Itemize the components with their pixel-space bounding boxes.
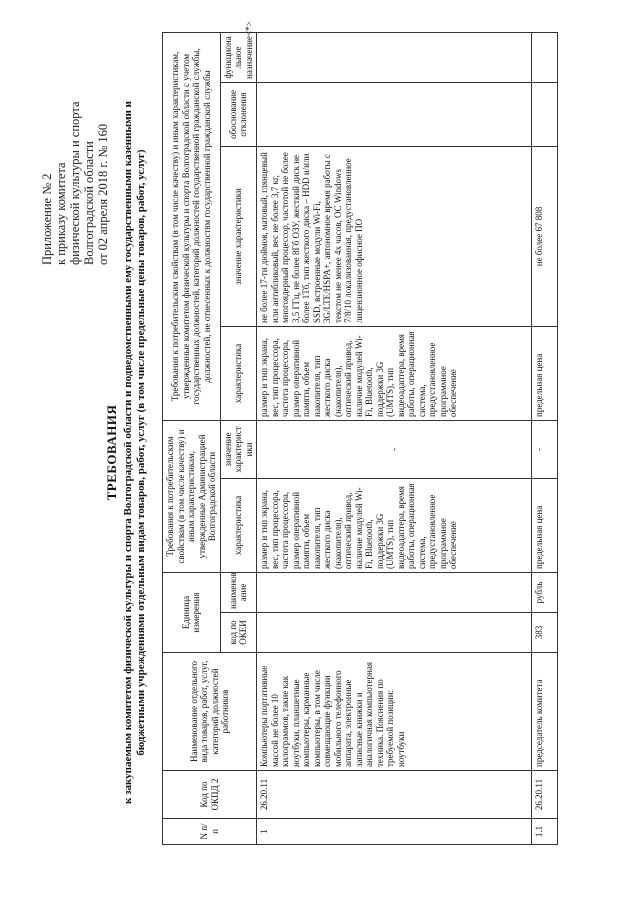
cell-committee-val: не более 17-ти дюймов, матовый, глянцевый или антибликовый, вес не более 3,7 кг, многоядерный процессор, частотой не более 3,5 ГГц, не более 8Гб ОЗУ, жесткий диск не более 1Тб, тип жесткого диска – HDD и/или SSD, встроенные модули Wi-Fi, 3G/LTE/HSPA+, автономное время работы с текстом не менее 4х часов, ОС Windows 7/8/10 локализованная, предустановленное лицензионное офисное ПО [257, 146, 532, 326]
cell-unit-code [257, 613, 532, 653]
appendix-line: к приказу комитета [54, 162, 68, 265]
appendix-line: Волгоградской области [82, 141, 96, 265]
appendix-line: от 02 апреля 2018 г. № 160 [96, 123, 110, 265]
cell-num: 1.1 [532, 819, 558, 845]
cell-name: Компьютеры портативные массой не более 10 килограммов, такие как ноутбуки, планшетные компьютеры, карманные компьютеры, в том числе совмещающие функции мобильного телефонного аппарата, электронные записные книжки и аналогичная компьютерная техника. Пояснения по требуемой позиции: ноутбуки [257, 653, 532, 771]
appendix-line: Приложение № 2 [40, 173, 54, 265]
header-unit: Единица измерения [163, 572, 221, 652]
cell-committee-reason [532, 82, 558, 146]
header-admin-val: значение характерист ики [220, 420, 257, 478]
header-unit-name: наименов ание [220, 572, 257, 612]
cell-admin-val: - [532, 420, 558, 478]
cell-committee-func [257, 32, 532, 82]
cell-committee-reason [257, 82, 532, 146]
cell-unit-name: рубль [532, 572, 558, 612]
header-req-admin: Требования к потребительским свойствам (в том числе качеству) и иным характеристикам, утвержденные Администрацией Волгоградской области [163, 420, 221, 572]
header-admin-char: характеристика [220, 478, 257, 572]
header-okpd: Код по ОКПД 2 [163, 771, 257, 819]
header-num: N п/п [163, 819, 257, 845]
cell-admin-val: - [257, 420, 532, 478]
appendix-note [40, 45, 110, 265]
cell-committee-char: предельная цена [532, 326, 558, 420]
header-row [163, 32, 221, 844]
header-name: Наименование отдельного вида товаров, работ, услуг, категорий должностей работников [163, 653, 257, 771]
table-row [532, 32, 558, 844]
table-row [257, 32, 532, 844]
document-title: ТРЕБОВАНИЯ [104, 404, 119, 501]
document-subtitle: к закупаемым комитетом физической культуры и спорта Волгоградской области и подведомственными ему государственными казенными и бюджетными учреждениями отдельным видам товаров, работ, услуг (в том числе предельные цены товаров, работ, услуг) [122, 101, 147, 805]
requirements-table [162, 21, 558, 845]
appendix-line: физической культуры и спорта [68, 101, 82, 265]
header-committee-func: функциона льное назначение<*> [220, 32, 257, 82]
header-committee-reason: обоснование отклонения [220, 82, 257, 146]
cell-num: 1 [257, 819, 532, 845]
cell-okpd: 26.20.11 [257, 771, 532, 819]
cell-unit-name [257, 572, 532, 612]
cell-unit-code: 383 [532, 613, 558, 653]
cell-okpd: 26.20.11 [532, 771, 558, 819]
cell-committee-val: не более 67 808 [532, 146, 558, 326]
header-unit-code: код по ОКЕИ [220, 613, 257, 653]
cell-name: председатель комитета [532, 653, 558, 771]
header-committee-char: характеристика [220, 326, 257, 420]
cell-committee-func [532, 32, 558, 82]
cell-admin-char: размер и тип экрана, вес, тип процессора, частота процессора, размер оперативной памяти, объем накопителя, тип жесткого диска (накопителя), оптический привод, наличие модулей Wi-Fi, Bluetooth, поддержки 3G (UMTS), тип видеоадаптера, время работы, операционная система, предустановленное программное обеспечение [257, 478, 532, 572]
cell-admin-char: предельная цена [532, 478, 558, 572]
cell-committee-char: размер и тип экрана, вес, тип процессора, частота процессора, размер оперативной памяти, объем накопителя, тип жесткого диска (накопителя), оптический привод, наличие модулей Wi-Fi, Bluetooth, поддержки 3G (UMTS), тип видеоадаптера, время работы, операционная система, предустановленное программное обеспечение [257, 326, 532, 420]
header-req-committee: Требования к потребительским свойствам (в том числе качеству) и иным характеристикам, утвержденные комитетом физической культуры и спорта Волгоградской области с учетом государственных должностей, категорий должностей государственной гражданской службы, должностей, не отнесенных к должностям государственной гражданской службы [163, 32, 221, 420]
header-committee-val: значение характеристики [220, 146, 257, 326]
